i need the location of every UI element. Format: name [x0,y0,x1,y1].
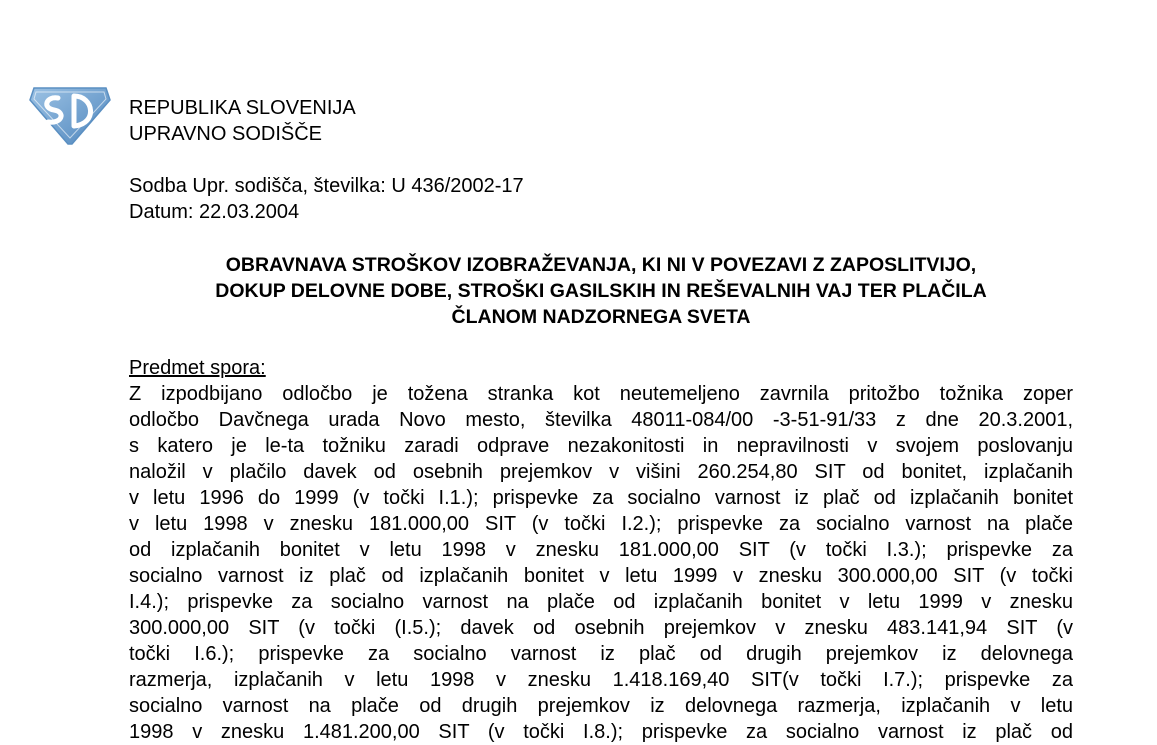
verdict-date: Datum: 22.03.2004 [129,201,300,223]
paragraph-line: odločbo Davčnega urada Novo mesto, številka 48011-084/00 -3-51-91/33 z dne 20.3.2001, [129,409,1073,431]
section-heading: Predmet spora: [129,357,266,379]
paragraph-line: v letu 1998 v znesku 181.000,00 SIT (v točki I.2.); prispevke za socialno varnost na plače [129,513,1073,535]
paragraph-line: 1998 v znesku 1.481.200,00 SIT (v točki I.8.); prispevke za socialno varnost iz plač od [129,721,1073,743]
paragraph-line: socialno varnost iz plač od izplačanih bonitet v letu 1999 v znesku 300.000,00 SIT (v točki [129,565,1073,587]
court-name: UPRAVNO SODIŠČE [129,123,322,145]
paragraph-line: socialno varnost na plače od drugih prejemkov iz delovnega razmerja, izplačanih v letu [129,695,1073,717]
verdict-meta [129,173,524,225]
paragraph-line: naložil v plačilo davek od osebnih prejemkov v višini 260.254,80 SIT od bonitet, izplačanih [129,461,1073,483]
paragraph-line: I.4.); prispevke za socialno varnost na plače od izplačanih bonitet v letu 1999 v znesku [129,591,1073,613]
court-emblem-icon [28,78,112,148]
paragraph-line: razmerja, izplačanih v letu 1998 v znesku 1.418.169,40 SIT(v točki I.7.); prispevke za [129,669,1073,691]
title-line: ČLANOM NADZORNEGA SVETA [451,306,751,328]
paragraph-line: 300.000,00 SIT (v točki (I.5.); davek od osebnih prejemkov v znesku 483.141,94 SIT (v [129,617,1073,639]
paragraph-line: od izplačanih bonitet v letu 1998 v znesku 181.000,00 SIT (v točki I.3.); prispevke za [129,539,1073,561]
republic-name: REPUBLIKA SLOVENIJA [129,97,356,119]
title-line: DOKUP DELOVNE DOBE, STROŠKI GASILSKIH IN REŠEVALNIH VAJ TER PLAČILA [215,280,987,302]
case-number: Sodba Upr. sodišča, številka: U 436/2002-17 [129,175,524,197]
court-header [129,95,356,147]
paragraph-line: točki I.6.); prispevke za socialno varnost iz plač od drugih prejemkov iz delovnega [129,643,1073,665]
paragraph-line: Z izpodbijano odločbo je tožena stranka kot neutemeljeno zavrnila pritožbo tožnika zoper [129,383,1073,405]
title-line: OBRAVNAVA STROŠKOV IZOBRAŽEVANJA, KI NI V POVEZAVI Z ZAPOSLITVIJO, [225,254,977,276]
paragraph-line: s katero je le-ta tožniku zaradi odprave nezakonitosti in nepravilnosti v svojem poslovanju [129,435,1073,457]
body-paragraph [129,381,1073,745]
paragraph-line: v letu 1996 do 1999 (v točki I.1.); prispevke za socialno varnost iz plač od izplačanih bonitet [129,487,1073,509]
document-title [129,252,1073,330]
